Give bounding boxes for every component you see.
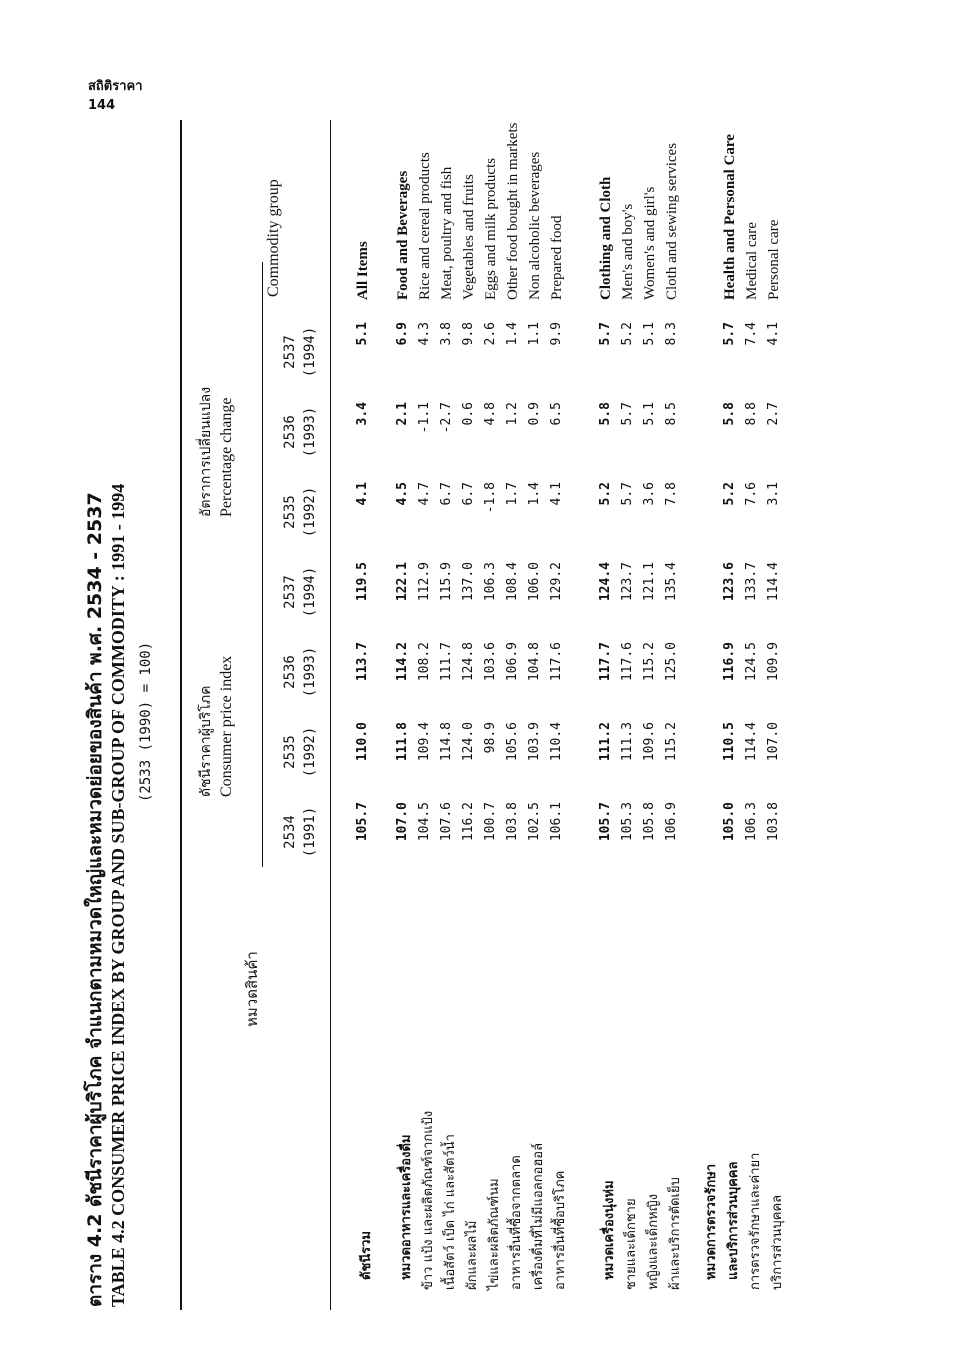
row-label-thai: ข้าว แป้ง และผลิตภัณฑ์จากแป้ง [421, 1110, 436, 1290]
cpi-value: 107.0 [766, 722, 781, 762]
cpi-value: 112.9 [417, 562, 432, 602]
row-label-english: Non alcoholic beverages [527, 151, 543, 300]
cpi-value: 124.5 [744, 642, 759, 682]
cpi-value: 105.3 [620, 802, 635, 842]
pct-year-header-ad: (1992) [302, 486, 318, 538]
row-label-thai: อาหารอื่นที่ซื้อบริโภค [553, 1170, 568, 1290]
table-row [461, 120, 483, 1310]
table-row [664, 120, 686, 1310]
cpi-value: 110.5 [722, 722, 737, 762]
pct-change-value: 6.9 [395, 322, 410, 346]
row-label-english: Cloth and sewing services [664, 142, 680, 300]
row-label-thai: ชายและเด็กชาย [624, 1198, 639, 1290]
table-row [483, 120, 505, 1310]
pct-year-header [282, 318, 318, 386]
cpi-value: 108.4 [505, 562, 520, 602]
cpi-value: 114.8 [439, 722, 454, 762]
base-year-note: (2533 (1990) = 100) [138, 641, 154, 802]
row-label-thai: และบริการส่วนบุคคล [726, 1161, 741, 1280]
cpi-value: 122.1 [395, 562, 410, 602]
cpi-value: 104.8 [527, 642, 542, 682]
pct-change-value: 9.9 [549, 322, 564, 346]
cpi-value: 110.4 [549, 722, 564, 762]
pct-change-value: 6.7 [439, 482, 454, 506]
row-label-english: Health and Personal Care [722, 134, 738, 300]
commodity-header-english: Commodity group [265, 179, 282, 297]
cpi-year-header-ad: (1993) [302, 646, 318, 698]
pct-change-value: 3.8 [439, 322, 454, 346]
row-label-english: All Items [355, 241, 371, 300]
table-row [527, 120, 549, 1310]
table-row [549, 120, 571, 1310]
table-row [642, 120, 664, 1310]
cpi-value: 117.6 [620, 642, 635, 682]
pct-change-value: 4.1 [355, 482, 370, 506]
cpi-year-header-ad: (1992) [302, 726, 318, 778]
row-label-english: Vegetables and fruits [461, 174, 477, 300]
cpi-value: 103.6 [483, 642, 498, 682]
pct-change-value: 0.6 [461, 402, 476, 426]
pct-change-value: -1.1 [417, 402, 432, 434]
row-label-thai: ผ้าและบริการตัดเย็บ [668, 1177, 683, 1290]
cpi-value: 137.0 [461, 562, 476, 602]
cpi-value: 116.9 [722, 642, 737, 682]
pct-change-value: 8.8 [744, 402, 759, 426]
commodity-header-thai: หมวดสินค้า [243, 951, 261, 1027]
pct-change-value: 3.1 [766, 482, 781, 506]
cpi-value: 123.6 [722, 562, 737, 602]
pct-change-value: 1.2 [505, 402, 520, 426]
cpi-value: 109.6 [642, 722, 657, 762]
cpi-value: 107.0 [395, 802, 410, 842]
cpi-value: 102.5 [527, 802, 542, 842]
cpi-value: 106.3 [744, 802, 759, 842]
cpi-value: 119.5 [355, 562, 370, 602]
cpi-value: 135.4 [664, 562, 679, 602]
pct-change-value: 7.4 [744, 322, 759, 346]
row-label-english: Personal care [766, 219, 782, 300]
table-header-rule [330, 120, 331, 1310]
pct-header-english: Percentage change [218, 397, 235, 517]
pct-change-value: 1.1 [527, 322, 542, 346]
pct-change-value: 5.1 [642, 402, 657, 426]
cpi-year-header-ad: (1991) [302, 806, 318, 858]
pct-change-value: 7.8 [664, 482, 679, 506]
cpi-value: 114.4 [744, 722, 759, 762]
pct-change-value: 6.7 [461, 482, 476, 506]
pct-change-value: 2.6 [483, 322, 498, 346]
pct-change-value: 5.7 [722, 322, 737, 346]
cpi-value: 104.5 [417, 802, 432, 842]
pct-change-value: 4.3 [417, 322, 432, 346]
row-label-english: Clothing and Cloth [598, 176, 614, 300]
cpi-value: 124.0 [461, 722, 476, 762]
pct-change-value: 5.7 [620, 402, 635, 426]
row-label-thai: เนื้อสัตว์ เป็ด ไก่ และสัตว์น้ำ [443, 1134, 458, 1290]
cpi-value: 103.8 [505, 802, 520, 842]
cpi-value: 111.7 [439, 642, 454, 682]
row-label-thai: หญิงและเด็กหญิง [646, 1193, 661, 1290]
table-row [620, 120, 642, 1310]
cpi-value: 108.2 [417, 642, 432, 682]
cpi-value: 106.3 [483, 562, 498, 602]
row-label-english: Other food bought in markets [505, 122, 521, 300]
row-label-thai: เครื่องดื่มที่ไม่มีแอลกอฮอล์ [531, 1142, 546, 1290]
pct-change-value: 0.9 [527, 402, 542, 426]
cpi-value: 103.8 [766, 802, 781, 842]
row-label-english: Food and Beverages [395, 170, 411, 300]
pct-change-value: 5.7 [620, 482, 635, 506]
table-top-rule [180, 120, 182, 1310]
cpi-value: 124.4 [598, 562, 613, 602]
row-label-thai: ไข่และผลิตภัณฑ์นม [487, 1178, 502, 1290]
cpi-value: 98.9 [483, 722, 498, 754]
pct-change-value: 2.7 [766, 402, 781, 426]
pct-change-value: 5.8 [598, 402, 613, 426]
row-label-thai: บริการส่วนบุคคล [770, 1194, 785, 1290]
cpi-value: 123.7 [620, 562, 635, 602]
cpi-value: 115.2 [664, 722, 679, 762]
row-label-english: Eggs and milk products [483, 157, 499, 300]
row-label-thai: หมวดเครื่องนุ่งห่ม [602, 1180, 617, 1280]
pct-header-rule [262, 262, 263, 552]
pct-year-header [282, 478, 318, 546]
cpi-header-english: Consumer price index [218, 655, 235, 797]
cpi-year-header [282, 558, 318, 626]
pct-change-value: 5.2 [598, 482, 613, 506]
pct-change-value: 4.1 [549, 482, 564, 506]
page-number: 144 [88, 98, 116, 113]
pct-change-value: 9.8 [461, 322, 476, 346]
pct-change-value: -2.7 [439, 402, 454, 434]
table-row [505, 120, 527, 1310]
pct-change-value: 1.4 [505, 322, 520, 346]
row-label-thai: ดัชนีรวม [359, 1230, 374, 1280]
table-title-english: TABLE 4.2 CONSUMER PRICE INDEX BY GROUP AND SUB-GROUP OF COMMODITY : 1991 - 1994 [108, 483, 128, 1307]
pct-change-value: 6.5 [549, 402, 564, 426]
cpi-value: 106.1 [549, 802, 564, 842]
cpi-value: 113.7 [355, 642, 370, 682]
pct-change-value: 4.7 [417, 482, 432, 506]
pct-year-header-ad: (1994) [302, 326, 318, 378]
cpi-year-header [282, 718, 318, 786]
pct-change-value: 5.8 [722, 402, 737, 426]
table-row [355, 120, 377, 1310]
cpi-header-rule [262, 527, 263, 867]
cpi-header-thai: ดัชนีราคาผู้บริโภค [198, 685, 214, 797]
table-row [439, 120, 461, 1310]
pct-year-header-be: 2536 [282, 415, 298, 449]
cpi-value: 109.9 [766, 642, 781, 682]
pct-change-value: 5.7 [598, 322, 613, 346]
cpi-value: 110.0 [355, 722, 370, 762]
cpi-value: 105.8 [642, 802, 657, 842]
row-label-english: Rice and cereal products [417, 152, 433, 300]
pct-change-value: 5.2 [620, 322, 635, 346]
running-head: สถิติราคา [88, 79, 143, 94]
cpi-value: 106.9 [505, 642, 520, 682]
pct-change-value: 2.1 [395, 402, 410, 426]
cpi-value: 105.0 [722, 802, 737, 842]
cpi-value: 125.0 [664, 642, 679, 682]
table-row [395, 120, 417, 1310]
table-row [744, 120, 766, 1310]
cpi-value: 100.7 [483, 802, 498, 842]
cpi-value: 103.9 [527, 722, 542, 762]
table-row [722, 120, 744, 1310]
row-label-thai: หมวดการตรวจรักษา [704, 1163, 719, 1280]
pct-year-header [282, 398, 318, 466]
table-row [766, 120, 788, 1310]
cpi-year-header-be: 2537 [282, 575, 298, 609]
pct-change-value: 4.1 [766, 322, 781, 346]
table-row [598, 120, 620, 1310]
pct-change-value: 1.4 [527, 482, 542, 506]
cpi-value: 116.2 [461, 802, 476, 842]
pct-change-value: 3.4 [355, 402, 370, 426]
pct-change-value: 4.5 [395, 482, 410, 506]
cpi-value: 129.2 [549, 562, 564, 602]
pct-change-value: 5.1 [355, 322, 370, 346]
cpi-value: 111.2 [598, 722, 613, 762]
cpi-year-header [282, 798, 318, 866]
row-label-english: Meat, poultry and fish [439, 166, 455, 300]
cpi-value: 105.7 [355, 802, 370, 842]
cpi-value: 117.7 [598, 642, 613, 682]
row-label-english: Women's and girl's [642, 186, 658, 300]
row-label-thai: หมวดอาหารและเครื่องดื่ม [399, 1134, 414, 1280]
cpi-value: 105.6 [505, 722, 520, 762]
cpi-value: 111.3 [620, 722, 635, 762]
pct-change-value: 7.6 [744, 482, 759, 506]
row-label-thai: อาหารอื่นที่ซื้อจากตลาด [509, 1155, 524, 1290]
cpi-year-header-be: 2534 [282, 815, 298, 849]
row-label-english: Prepared food [549, 215, 565, 300]
cpi-value: 109.4 [417, 722, 432, 762]
cpi-value: 107.6 [439, 802, 454, 842]
cpi-value: 133.7 [744, 562, 759, 602]
cpi-value: 115.2 [642, 642, 657, 682]
row-label-thai: การตรวจรักษาและค่ายา [748, 1152, 763, 1290]
cpi-value: 105.7 [598, 802, 613, 842]
cpi-value: 114.4 [766, 562, 781, 602]
cpi-value: 121.1 [642, 562, 657, 602]
cpi-value: 117.6 [549, 642, 564, 682]
pct-change-value: 5.2 [722, 482, 737, 506]
cpi-value: 106.0 [527, 562, 542, 602]
pct-change-value: -1.8 [483, 482, 498, 514]
pct-change-value: 8.3 [664, 322, 679, 346]
pct-change-value: 8.5 [664, 402, 679, 426]
table-title-thai: ตาราง 4.2 ดัชนีราคาผู้บริโภค จำแนกตามหมวดใหญ่และหมวดย่อยของสินค้า พ.ศ. 2534 - 2537 [84, 492, 106, 1307]
row-label-thai: ผักและผลไม้ [465, 1220, 480, 1290]
pct-year-header-be: 2535 [282, 495, 298, 529]
cpi-year-header-be: 2535 [282, 735, 298, 769]
cpi-value: 114.2 [395, 642, 410, 682]
cpi-value: 124.8 [461, 642, 476, 682]
cpi-value: 111.8 [395, 722, 410, 762]
cpi-value: 115.9 [439, 562, 454, 602]
row-label-english: Medical care [744, 222, 760, 300]
row-label-english: Men's and boy's [620, 203, 636, 300]
pct-change-value: 5.1 [642, 322, 657, 346]
pct-year-header-be: 2537 [282, 335, 298, 369]
pct-change-value: 3.6 [642, 482, 657, 506]
cpi-year-header-ad: (1994) [302, 566, 318, 618]
pct-change-value: 1.7 [505, 482, 520, 506]
pct-header-thai: อัตราการเปลี่ยนแปลง [198, 386, 214, 517]
table-row [417, 120, 439, 1310]
pct-change-value: 4.8 [483, 402, 498, 426]
cpi-year-header-be: 2536 [282, 655, 298, 689]
table-row [700, 120, 722, 1310]
cpi-year-header [282, 638, 318, 706]
pct-year-header-ad: (1993) [302, 406, 318, 458]
cpi-value: 106.9 [664, 802, 679, 842]
